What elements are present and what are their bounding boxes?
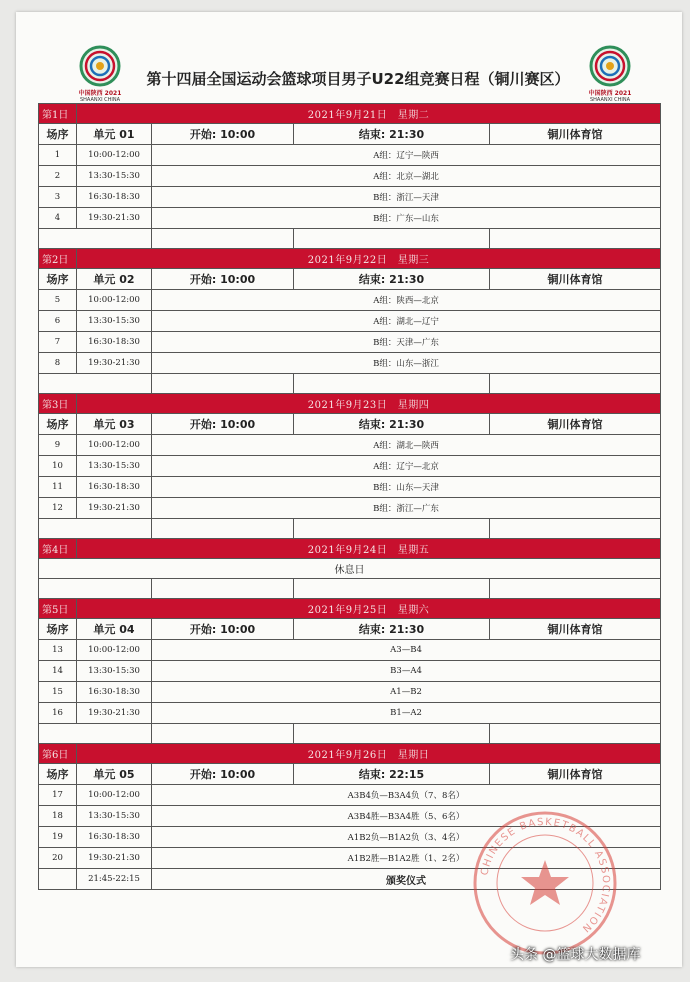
match-teams: A3B4负—B3A4负（7、8名） [152,785,661,806]
seq-header: 场序 [39,619,77,640]
games-emblem-icon [582,42,638,90]
start-cell [152,764,294,785]
match-time: 16:30-18:30 [77,477,152,498]
start-cell [152,414,294,435]
end-label: 结束: [358,273,386,286]
blank-row [39,579,661,599]
match-seq: 19 [39,827,77,848]
match-seq: 15 [39,682,77,703]
end-time: 21:30 [389,623,425,636]
blank-row [39,374,661,394]
unit-label: 单元 02 [77,269,152,290]
match-time: 13:30-15:30 [77,661,152,682]
unit-label: 单元 01 [77,124,152,145]
day-bar [39,539,661,559]
rest-day-label: 休息日 [39,559,661,579]
match-teams: B组：山东—浙江 [152,353,661,374]
match-time: 13:30-15:30 [77,806,152,827]
match-time: 16:30-18:30 [77,332,152,353]
match-teams: A1B2负—B1A2负（3、4名） [152,827,661,848]
match-teams: A1—B2 [152,682,661,703]
day-bar [39,744,661,764]
table-row [39,661,661,682]
table-row [39,290,661,311]
start-label: 开始: [189,418,217,431]
end-cell [294,124,490,145]
day-label: 第2日 [39,249,77,269]
match-teams: A组：辽宁—北京 [152,456,661,477]
match-seq: 13 [39,640,77,661]
day-bar [39,249,661,269]
seal-text: CHINESE BASKETBALL ASSOCIATION [479,816,612,935]
logo-subtext: SHAANXI CHINA [589,97,631,103]
venue: 铜川体育馆 [490,124,661,145]
match-teams: A3—B4 [152,640,661,661]
venue: 铜川体育馆 [490,414,661,435]
start-time: 10:00 [220,273,256,286]
start-label: 开始: [189,623,217,636]
start-label: 开始: [189,273,217,286]
table-row [39,311,661,332]
games-emblem-icon [72,42,128,90]
end-label: 结束: [358,768,386,781]
match-seq: 9 [39,435,77,456]
match-seq: 3 [39,187,77,208]
match-time: 13:30-15:30 [77,166,152,187]
day-label: 第4日 [39,539,77,559]
table-row [39,166,661,187]
day-label: 第3日 [39,394,77,414]
match-teams: B组：浙江—天津 [152,187,661,208]
match-time: 19:30-21:30 [77,208,152,229]
match-seq: 14 [39,661,77,682]
day-bar [39,394,661,414]
table-row [39,456,661,477]
day-bar [39,104,661,124]
day-label: 第1日 [39,104,77,124]
table-row [39,208,661,229]
match-time: 13:30-15:30 [77,456,152,477]
start-time: 10:00 [220,418,256,431]
match-time: 19:30-21:30 [77,848,152,869]
page-title: 第十四届全国运动会篮球项目男子U22组竞赛日程（铜川赛区） [146,70,570,88]
match-seq: 2 [39,166,77,187]
match-time: 16:30-18:30 [77,682,152,703]
match-teams: A组：湖北—辽宁 [152,311,661,332]
end-cell [294,619,490,640]
match-teams: A1B2胜—B1A2胜（1、2名） [152,848,661,869]
session-header [39,764,661,785]
table-row [39,332,661,353]
start-time: 10:00 [220,623,256,636]
day-date: 2021年9月22日 星期三 [77,249,661,269]
match-time: 10:00-12:00 [77,145,152,166]
blank-row [39,229,661,249]
match-time: 19:30-21:30 [77,498,152,519]
unit-label: 单元 04 [77,619,152,640]
match-teams: B1—A2 [152,703,661,724]
day-bar [39,599,661,619]
start-time: 10:00 [220,768,256,781]
rest-day-row [39,559,661,579]
match-teams: B组：浙江—广东 [152,498,661,519]
schedule-sheet [16,12,682,967]
match-seq: 8 [39,353,77,374]
star-icon [521,860,569,905]
day-date: 2021年9月25日 星期六 [77,599,661,619]
source-watermark: 头条 @篮球大数据库 [510,947,641,963]
end-time: 21:30 [389,128,425,141]
start-label: 开始: [189,768,217,781]
end-label: 结束: [358,623,386,636]
end-label: 结束: [358,418,386,431]
match-time: 10:00-12:00 [77,640,152,661]
table-row [39,187,661,208]
seq-header: 场序 [39,764,77,785]
ceremony-label: 颁奖仪式 [152,869,661,890]
table-row [39,703,661,724]
match-seq: 4 [39,208,77,229]
table-row [39,498,661,519]
match-seq: 1 [39,145,77,166]
match-seq: 12 [39,498,77,519]
match-time: 16:30-18:30 [77,827,152,848]
blank-row [39,519,661,539]
ceremony-time: 21:45-22:15 [77,869,152,890]
venue: 铜川体育馆 [490,764,661,785]
venue: 铜川体育馆 [490,619,661,640]
match-teams: A组：北京—湖北 [152,166,661,187]
day-date: 2021年9月23日 星期四 [77,394,661,414]
seq-header: 场序 [39,124,77,145]
match-teams: A组：辽宁—陕西 [152,145,661,166]
day-label: 第5日 [39,599,77,619]
seq-header: 场序 [39,269,77,290]
end-cell [294,414,490,435]
match-seq: 10 [39,456,77,477]
match-time: 10:00-12:00 [77,435,152,456]
end-cell [294,269,490,290]
schedule-body [39,104,661,890]
session-header [39,269,661,290]
logo-text: 中国陕西 2021 [588,90,632,97]
table-row [39,477,661,498]
match-teams: A3B4胜—B3A4胜（5、6名） [152,806,661,827]
schedule-table [38,103,661,890]
match-teams: A组：陕西—北京 [152,290,661,311]
match-teams: B组：山东—天津 [152,477,661,498]
day-date: 2021年9月21日 星期二 [77,104,661,124]
end-label: 结束: [358,128,386,141]
unit-label: 单元 05 [77,764,152,785]
match-teams: A组：湖北—陕西 [152,435,661,456]
start-cell [152,269,294,290]
match-seq: 16 [39,703,77,724]
table-row [39,682,661,703]
games-logo-right [582,42,638,108]
start-cell [152,619,294,640]
seq-header: 场序 [39,414,77,435]
day-date: 2021年9月24日 星期五 [77,539,661,559]
unit-label: 单元 03 [77,414,152,435]
end-time: 21:30 [389,273,425,286]
match-time: 16:30-18:30 [77,187,152,208]
match-seq: 11 [39,477,77,498]
start-label: 开始: [189,128,217,141]
match-teams: B组：广东—山东 [152,208,661,229]
match-time: 10:00-12:00 [77,290,152,311]
table-row [39,640,661,661]
session-header [39,124,661,145]
match-seq: 18 [39,806,77,827]
table-row [39,145,661,166]
end-time: 21:30 [389,418,425,431]
end-time: 22:15 [389,768,425,781]
table-row [39,353,661,374]
match-teams: B3—A4 [152,661,661,682]
match-time: 19:30-21:30 [77,353,152,374]
match-time: 10:00-12:00 [77,785,152,806]
match-seq: 5 [39,290,77,311]
logo-subtext: SHAANXI CHINA [79,97,121,103]
start-time: 10:00 [220,128,256,141]
match-time: 13:30-15:30 [77,311,152,332]
day-date: 2021年9月26日 星期日 [77,744,661,764]
session-header [39,414,661,435]
table-row [39,785,661,806]
match-time: 19:30-21:30 [77,703,152,724]
match-seq: 6 [39,311,77,332]
day-label: 第6日 [39,744,77,764]
match-teams: B组：天津—广东 [152,332,661,353]
match-seq: 7 [39,332,77,353]
blank-row [39,724,661,744]
association-seal-stamp [470,808,620,958]
logo-text: 中国陕西 2021 [78,90,122,97]
venue: 铜川体育馆 [490,269,661,290]
match-seq: 20 [39,848,77,869]
table-row [39,435,661,456]
end-cell [294,764,490,785]
games-logo-left [72,42,128,108]
session-header [39,619,661,640]
start-cell [152,124,294,145]
match-seq: 17 [39,785,77,806]
